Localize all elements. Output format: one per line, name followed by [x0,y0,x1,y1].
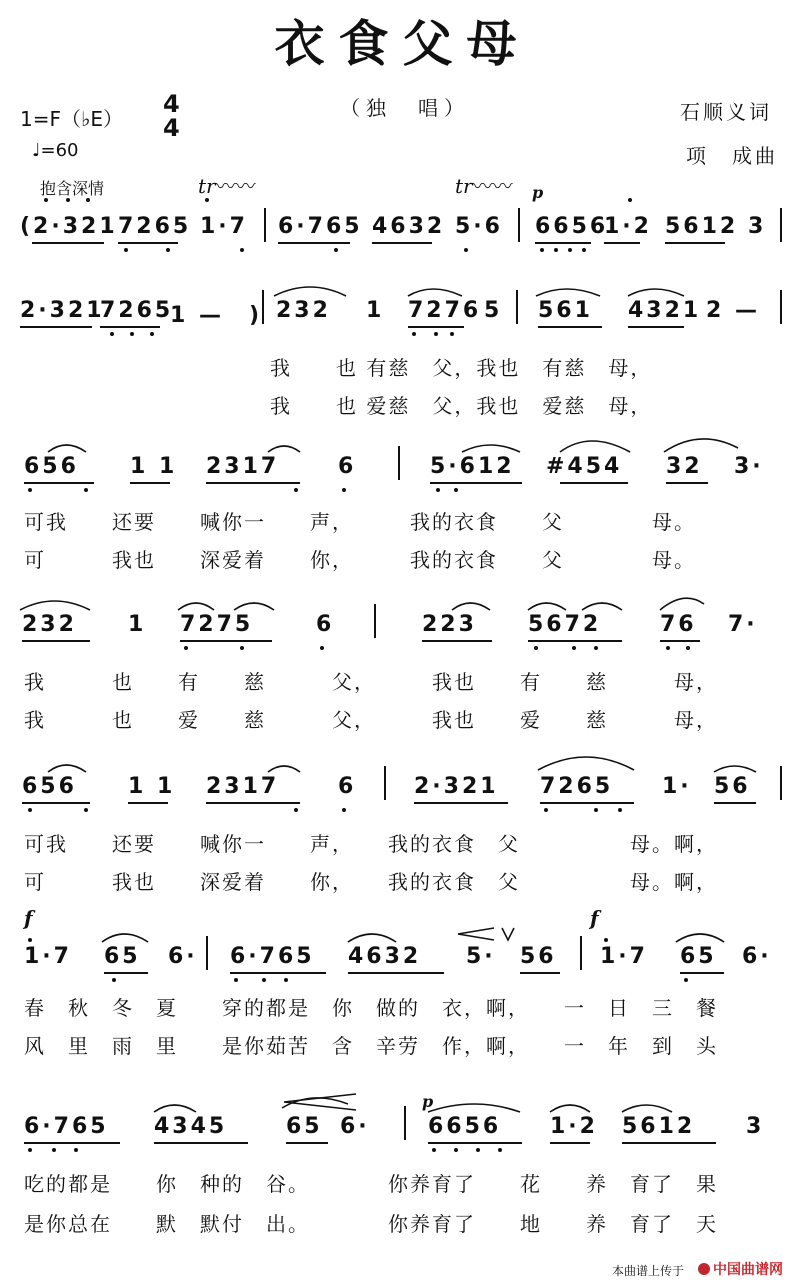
slur [560,441,630,452]
note-group: 1 1 [128,774,176,799]
note-group: 3 [748,214,767,239]
note-group: 6·765 [278,214,363,239]
dynamic-f: f [24,906,33,930]
trill-mark: tr〰〰 [455,174,513,198]
note-group: 6 [338,774,357,799]
slur [154,1105,196,1112]
lyric-verse-1: 可我 还要 喊你一 声， 我的衣食 父 母。啊， [24,832,718,856]
slur [268,766,300,772]
slur [102,934,148,942]
slur [550,1105,590,1112]
footer-upload-note: 本曲谱上传于 [612,1264,685,1278]
time-signature-top: 4 [163,90,180,118]
tempo-mark: ♩=60 [32,140,79,161]
note-group: 1·7 [200,214,248,239]
slur [628,289,684,296]
slur [660,598,704,610]
note-group: 6·765 [230,944,315,969]
note-group: 6· [340,1114,370,1139]
lyric-verse-2: 风 里 雨 里 是你茹苦 含 辛劳 作，啊， 一 年 到 头 [24,1034,718,1058]
note-group: 1 1 [130,454,178,479]
note-group: 1 [366,298,385,323]
note-group: 7265 [118,214,192,239]
note-group: 5612 [665,214,739,239]
slur [348,934,396,942]
lyricist: 石顺义词 [680,100,772,124]
note-group: 5· [466,944,496,969]
slur [714,766,756,772]
note-group: 6· [742,944,772,969]
song-title: 衣食父母 [274,14,531,73]
slur [268,446,300,452]
slur [274,287,346,296]
note-group: 4632 [348,944,422,969]
note-group: 5 [484,298,503,323]
note-group: 232 [276,298,331,323]
slur [178,603,214,610]
slur [48,445,86,452]
slur [582,603,622,610]
slur [408,289,462,296]
note-group: 56 [520,944,557,969]
note-group: 65 [286,1114,323,1139]
slur [48,765,86,772]
slur [462,445,520,452]
composer: 项 成曲 [686,144,778,168]
note-group: 6 [338,454,357,479]
time-signature-bottom: 4 [163,114,180,142]
crescendo-hairpin [458,928,494,940]
note-group: 223 [422,612,477,637]
note-group: 1 [128,612,147,637]
note-group: 7275 [180,612,254,637]
slur [20,601,90,610]
note-group: 56 [714,774,751,799]
lyric-verse-2: 是你总在 默 默付 出。 你养育了 地 养 育了 天 [24,1212,718,1236]
lyric-verse-1: 我 也 有慈 父，我也 有慈 母， [270,356,653,380]
note-group: 6656 [535,214,609,239]
expression-mark: 抱含深情 [40,179,105,198]
slur [676,934,724,942]
note-group: 2317 [206,454,280,479]
slur [234,603,274,610]
note-group: #454 [546,454,623,479]
slur [538,757,634,770]
slur [528,603,566,610]
note-group: 7276 [408,298,482,323]
note-group: 5672 [528,612,602,637]
note-group: 1·2 [550,1114,598,1139]
performance-type: （独 唱） [340,96,470,120]
note-group: 3 [746,1114,765,1139]
note-group: 65 [680,944,717,969]
note-group: 5·6 [455,214,503,239]
note-group: 6 [316,612,335,637]
note-group: 4632 [372,214,446,239]
note-group: 232 [22,612,77,637]
note-group: 2·321 [414,774,499,799]
note-group: 1·2 [604,214,652,239]
trill-mark: tr〰〰 [198,174,256,198]
note-group: 6· [168,944,198,969]
note-group: 2 — [706,298,760,323]
slur [536,289,600,296]
dynamic-f: f [590,906,599,930]
lyric-verse-2: 可 我也 深爱着 你， 我的衣食 父 母。啊， [24,870,718,894]
note-group: 2·321 [20,298,105,323]
lyric-verse-2: 我 也 爱慈 父，我也 爱慈 母， [270,394,653,418]
note-group: 7265 [540,774,614,799]
slur [452,603,490,610]
note-group: 4345 [154,1114,228,1139]
note-group: 656 [22,774,77,799]
note-group: 5612 [622,1114,696,1139]
note-group: 32 [666,454,703,479]
slur [428,1104,520,1112]
lyric-verse-2: 可 我也 深爱着 你， 我的衣食 父 母。 [24,548,696,572]
lyric-verse-2: 我 也 爱 慈 父， 我也 爱 慈 母， [24,708,718,732]
note-group: 1·7 [600,944,648,969]
note-group: 1 — ) [170,303,263,328]
note-group: 5·612 [430,454,515,479]
note-group: 4321 [628,298,702,323]
note-group: 7· [728,612,758,637]
note-group: 6656 [428,1114,502,1139]
lyric-verse-1: 我 也 有 慈 父， 我也 有 慈 母， [24,670,718,694]
dynamic-p: p [532,183,544,202]
dynamic-p: p [422,1092,434,1111]
note-group: (2·321 [20,214,118,239]
lyric-verse-1: 吃的都是 你 种的 谷。 你养育了 花 养 育了 果 [24,1172,718,1196]
site-logo-text: 中国曲谱网 [713,1262,783,1278]
note-group: 65 [104,944,141,969]
note-group: 2317 [206,774,280,799]
note-group: 3· [734,454,764,479]
note-group: 561 [538,298,593,323]
slur [664,439,738,452]
note-group: 6·765 [24,1114,109,1139]
key-signature: 1=F（♭E） [20,107,124,131]
note-group: 1· [662,774,692,799]
lyric-verse-1: 春 秋 冬 夏 穿的都是 你 做的 衣，啊， 一 日 三 餐 [24,996,718,1020]
note-group: 1·7 [24,944,72,969]
slur [622,1105,672,1112]
breath-mark [502,928,514,940]
site-logo[interactable] [698,1259,783,1279]
note-group: 656 [24,454,79,479]
note-group: 76 [660,612,697,637]
site-logo-icon [698,1263,710,1275]
note-group: 7265 [100,298,174,323]
lyric-verse-1: 可我 还要 喊你一 声， 我的衣食 父 母。 [24,510,696,534]
